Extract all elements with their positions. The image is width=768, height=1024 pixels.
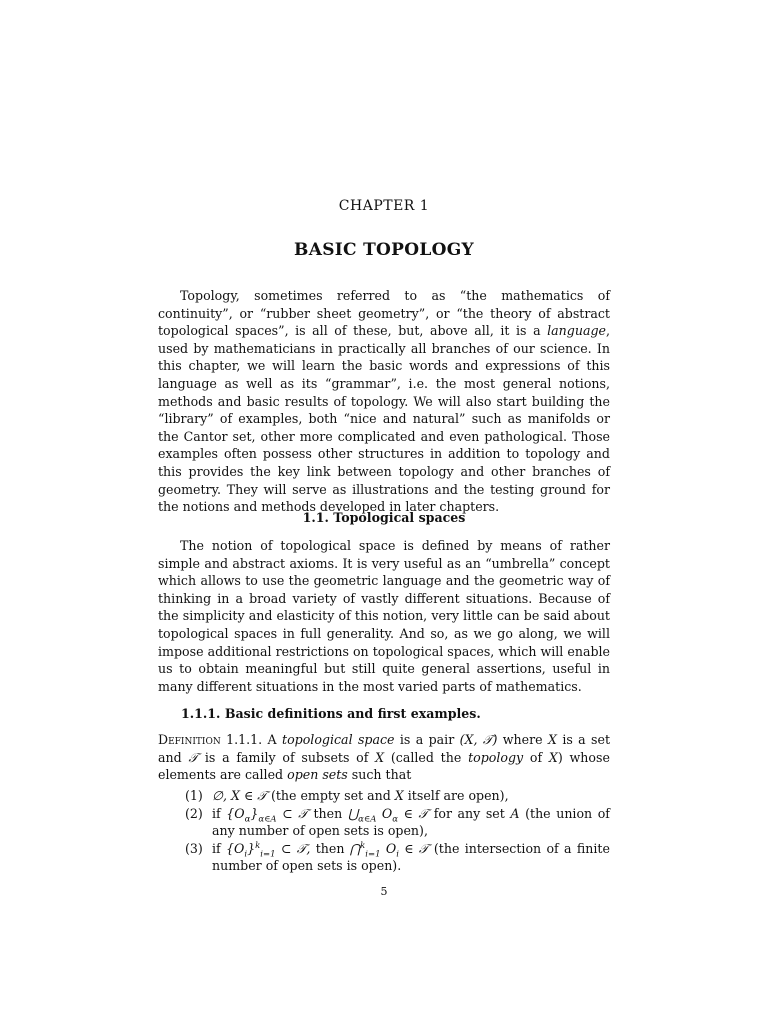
math-expression: ∅, X ∈ 𝒯	[212, 788, 267, 803]
list-number: (3)	[185, 840, 203, 856]
list-text: if	[212, 840, 221, 856]
math-pair: (X, 𝒯)	[459, 732, 498, 747]
definition-open-sets-term: open sets	[287, 767, 348, 783]
definition-text: (called the	[390, 749, 462, 765]
math-a: A	[510, 805, 520, 821]
list-item	[185, 840, 610, 875]
math-expression: ⊂ 𝒯,	[280, 840, 311, 856]
math-x: X	[375, 749, 385, 765]
list-text: (the empty set and	[270, 788, 391, 803]
math-expression: ⊂ 𝒯	[282, 805, 308, 821]
math-expression: }	[250, 805, 259, 821]
math-t: 𝒯	[188, 749, 199, 765]
math-subscript: i	[396, 849, 399, 860]
math-x: X	[547, 732, 557, 747]
list-number: (2)	[185, 805, 203, 821]
definition-paragraph	[158, 731, 610, 784]
definition-text: whose elements are called	[158, 749, 610, 783]
definition-text: where	[502, 732, 543, 747]
list-number: (1)	[185, 788, 203, 803]
math-superscript: k	[360, 840, 366, 851]
math-expression: {O	[226, 805, 245, 821]
list-item	[185, 805, 610, 840]
list-text: (the intersection of a finite number of open sets is open).	[212, 840, 610, 874]
list-text: for any set	[433, 805, 505, 821]
math-expression: {O	[226, 840, 245, 856]
math-subscript: i	[244, 849, 248, 860]
chapter-title: BASIC TOPOLOGY	[294, 240, 474, 260]
subsection-heading: 1.1.1. Basic definitions and first examples.	[181, 706, 481, 721]
chapter-label: CHAPTER 1	[338, 198, 430, 214]
list-text: if	[212, 805, 221, 821]
math-subscript: i=1	[260, 849, 276, 860]
section-paragraph	[158, 537, 610, 695]
definition-text: )	[557, 749, 563, 765]
list-text: then	[313, 805, 343, 821]
intro-text-1: Topology, sometimes referred to as “the mathematics of continuity”, or “rubber sheet geometry”, or “the theory of abstract topological spaces”, is all of these, but, above all, it is a	[158, 288, 610, 339]
intersection-symbol: ⋂	[349, 840, 361, 856]
math-expression: O	[385, 840, 397, 856]
intro-language-emphasis: language	[547, 323, 606, 339]
definition-text: such that	[351, 767, 412, 783]
math-x: X	[394, 788, 404, 803]
list-text: then	[315, 840, 345, 856]
math-x: X	[548, 749, 558, 765]
math-expression: ∈ 𝒯	[404, 840, 429, 856]
definition-text: of	[529, 749, 543, 765]
definition-label: Definition	[158, 732, 221, 747]
list-item	[185, 787, 610, 805]
math-superscript: k	[255, 840, 261, 851]
math-expression: ∈ 𝒯	[403, 805, 429, 821]
intro-text-2: , used by mathematicians in practically all branches of our science. In this chapter, we will learn the basic words and expressions of this language as well as its “grammar”, i.e. the most general notions, methods and basic results of topology. We will also start building the “library” of examples, both “nice and natural” such as manifolds or the Cantor set, other more complicated and even pathological. Those examples often possess other structures in addition to topology and this provides the key link between topology and other branches of geometry. They will serve as illustrations and the testing ground for the notions and methods developed in later chapters.	[158, 323, 610, 515]
page-number: 5	[380, 885, 388, 898]
math-expression: }	[247, 840, 256, 856]
math-subscript: α∈A	[258, 814, 277, 825]
definition-text: is a set and	[158, 732, 611, 765]
axiom-list	[185, 787, 610, 875]
math-subscript: α∈A	[358, 814, 377, 825]
math-subscript: i=1	[365, 849, 381, 860]
math-subscript: α	[392, 814, 398, 825]
definition-text: is a pair	[399, 732, 455, 747]
definition-topology-term: topology	[468, 749, 524, 765]
list-text: itself are open),	[407, 788, 509, 803]
definition-term: topological space	[282, 732, 395, 747]
section-heading: 1.1. Topological spaces	[302, 510, 466, 525]
section-text: The notion of topological space is defined by means of rather simple and abstract axioms. It is very useful as an “umbrella” concept which allows to use the geometric language and the geometric way of thinking in a broad variety of vastly different situations. Because of the simplicity and elasticity of this notion, very little can be said about topological spaces in full generality. And so, as we go along, we will impose additional restrictions on topological spaces, which will enable us to obtain meaningful but still quite general assertions, useful in many different situations in the most varied parts of mathematics.	[158, 538, 610, 694]
intro-paragraph	[158, 287, 610, 516]
math-subscript: α	[244, 814, 251, 825]
definition-text: A	[267, 732, 277, 747]
definition-text: is a family of subsets of	[204, 749, 369, 765]
definition-number: 1.1.1.	[226, 732, 263, 747]
math-expression: O	[381, 805, 393, 821]
union-symbol: ⋃	[347, 805, 359, 821]
list-text: (the union of any number of open sets is open),	[212, 805, 610, 839]
